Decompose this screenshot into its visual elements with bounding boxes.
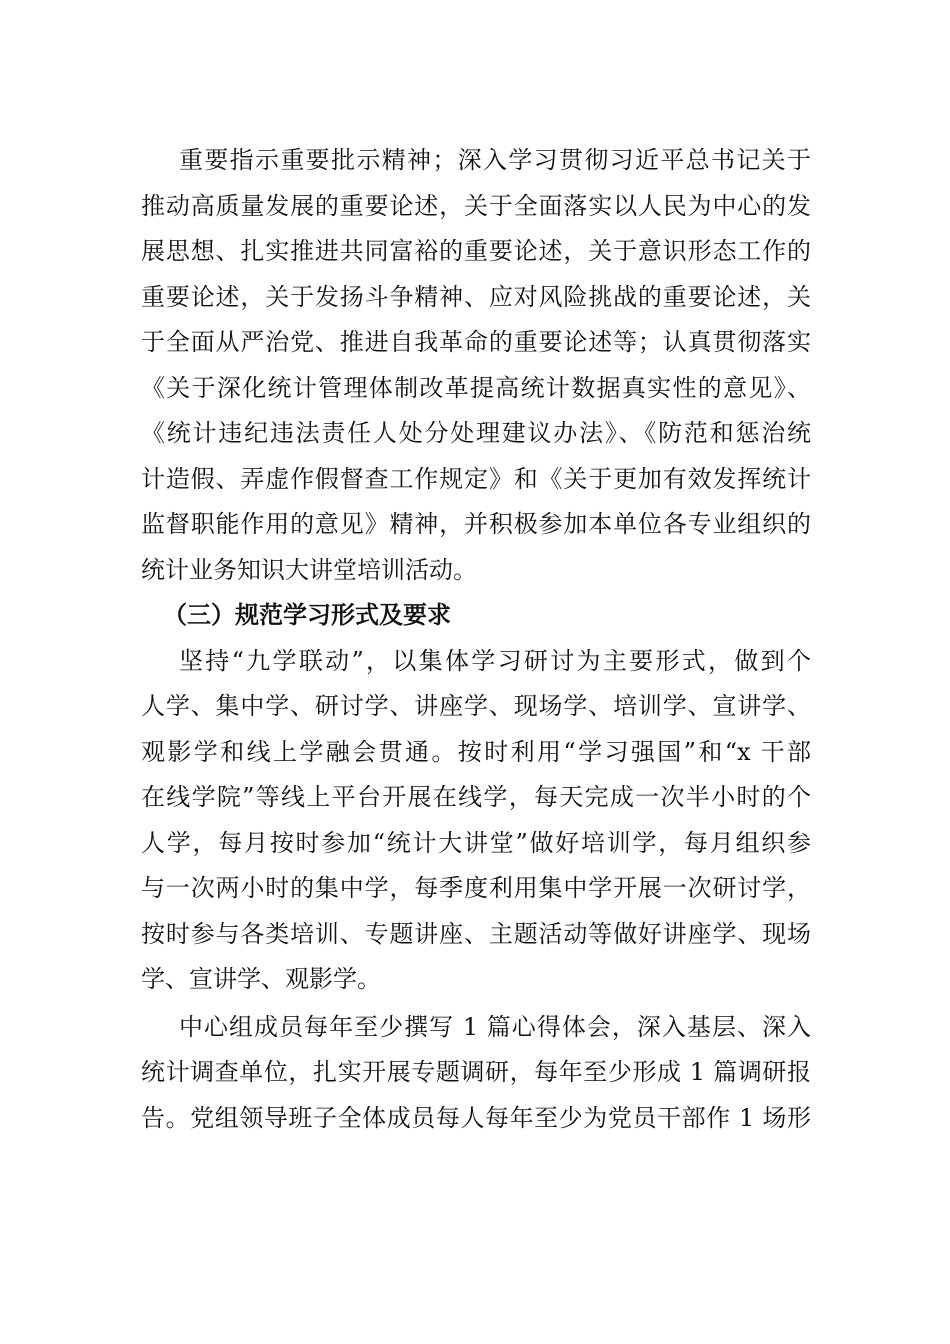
text-line: 观影学和线上学融会贯通。按时利用“学习强国”和“x 干部 [141,737,811,766]
text-line: 监督职能作用的意见》精神，并积极参加本单位各专业组织的 [141,510,811,538]
text-line: 《关于深化统计管理体制改革提高统计数据真实性的意见》、 [141,373,811,402]
text-line: 告。党组领导班子全体成员每人每年至少为党员干部作 1 场形 [141,1103,811,1132]
text-line: 统计调查单位，扎实开展专题调研，每年至少形成 1 篇调研报 [141,1058,811,1086]
text-line: 坚持“九学联动”，以集体学习研讨为主要形式，做到个 [179,646,811,675]
section-heading: （三）规范学习形式及要求 [163,601,451,629]
paragraph-2 [141,639,811,1003]
paragraph-3 [141,1005,811,1142]
text-line: 推动高质量发展的重要论述，关于全面落实以人民为中心的发 [141,191,811,220]
text-line: 于全面从严治党、推进自我革命的重要论述等；认真贯彻落实 [141,328,811,356]
text-line: 统计业务知识大讲堂培训活动。 [141,555,477,584]
text-line: 人学，每月按时参加“统计大讲堂”做好培训学，每月组织参 [141,828,811,857]
text-line: 《统计违纪违法责任人处分处理建议办法》、《防范和惩治统 [141,419,811,447]
text-line: 计造假、弄虚作假督查工作规定》和《关于更加有效发挥统计 [141,464,811,493]
text-line: 重要论述，关于发扬斗争精神、应对风险挑战的重要论述，关 [141,282,811,311]
document-body [141,138,811,1141]
paragraph-1 [141,138,811,593]
text-line: 学、宣讲学、观影学。 [141,965,381,993]
text-line: 重要指示重要批示精神；深入学习贯彻习近平总书记关于 [179,146,811,174]
text-line: 与一次两小时的集中学，每季度利用集中学开展一次研讨学， [141,874,811,902]
text-line: 人学、集中学、研讨学、讲座学、现场学、培训学、宣讲学、 [141,692,811,720]
text-line: 中心组成员每年至少撰写 1 篇心得体会，深入基层、深入 [179,1012,811,1041]
text-line: 按时参与各类培训、专题讲座、主题活动等做好讲座学、现场 [141,919,811,948]
text-line: 在线学院”等线上平台开展在线学，每天完成一次半小时的个 [141,783,811,811]
text-line: 展思想、扎实推进共同富裕的重要论述，关于意识形态工作的 [141,237,811,265]
